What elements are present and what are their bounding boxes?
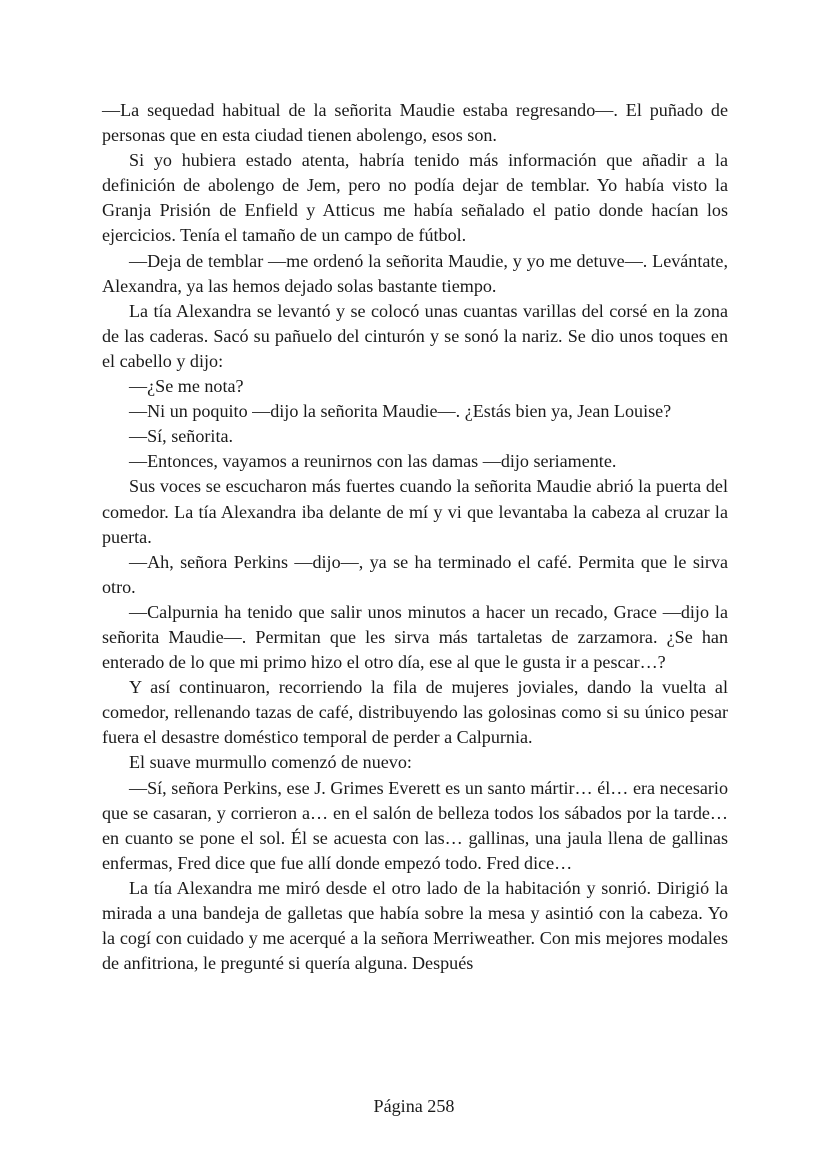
paragraph: El suave murmullo comenzó de nuevo: <box>129 752 412 773</box>
paragraph: —Calpurnia ha tenido que salir unos minutos a hacer un recado, Grace —dijo la señorita Maudie—. Permitan que les sirva más tartaletas de zarzamora. ¿Se han enterado de lo que mi primo hizo el otro día, ese al que le gusta ir a pescar…? <box>102 601 728 673</box>
paragraph: —Sí, señora Perkins, ese J. Grimes Everett es un santo mártir… él… era necesario que se casaran, y corrieron a… en el salón de belleza todos los sábados por la tarde… en cuanto se pone el sol. Él se acuesta con las… gallinas, una jaula llena de gallinas enfermas, Fred dice que fue allí donde empezó todo. Fred dice… <box>102 777 728 873</box>
paragraph: La tía Alexandra me miró desde el otro lado de la habitación y sonrió. Dirigió la mirada a una bandeja de galletas que había sobre la mesa y asintió con la cabeza. Yo la cogí con cuidado y me acerqué a la señora Merriweather. Con mis mejores modales de anfitriona, le pregunté si quería alguna. Después <box>102 877 728 974</box>
body-text <box>102 98 728 976</box>
paragraph: —Sí, señorita. <box>129 426 234 447</box>
paragraph: —Ah, señora Perkins —dijo—, ya se ha terminado el café. Permita que le sirva otro. <box>102 551 728 597</box>
paragraph: Y así continuaron, recorriendo la fila de mujeres joviales, dando la vuelta al comedor, rellenando tazas de café, distribuyendo las golosinas como si su único pesar fuera el desastre doméstico temporal de perder a Calpurnia. <box>102 677 728 748</box>
paragraph: —¿Se me nota? <box>129 376 244 397</box>
paragraph: —Entonces, vayamos a reunirnos con las damas —dijo seriamente. <box>129 451 617 472</box>
paragraph: —Deja de temblar —me ordenó la señorita Maudie, y yo me detuve—. Levántate, Alexandra, ya las hemos dejado solas bastante tiempo. <box>102 250 728 296</box>
paragraph: La tía Alexandra se levantó y se colocó unas cuantas varillas del corsé en la zona de las caderas. Sacó su pañuelo del cinturón y se sonó la nariz. Se dio unos toques en el cabello y dijo: <box>102 300 728 371</box>
paragraph: Sus voces se escucharon más fuertes cuando la señorita Maudie abrió la puerta del comedor. La tía Alexandra iba delante de mí y vi que levantaba la cabeza al cruzar la puerta. <box>102 476 728 547</box>
paragraph: Si yo hubiera estado atenta, habría tenido más información que añadir a la definición de abolengo de Jem, pero no podía dejar de temblar. Yo había visto la Granja Prisión de Enfield y Atticus me había señalado el patio donde hacían los ejercicios. Tenía el tamaño de un campo de fútbol. <box>102 150 728 246</box>
paragraph: —Ni un poquito —dijo la señorita Maudie—. ¿Estás bien ya, Jean Louise? <box>129 401 672 422</box>
page-number: Página 258 <box>373 1096 455 1116</box>
paragraph: —La sequedad habitual de la señorita Maudie estaba regresando—. El puñado de personas que en esta ciudad tienen abolengo, esos son. <box>102 100 728 146</box>
